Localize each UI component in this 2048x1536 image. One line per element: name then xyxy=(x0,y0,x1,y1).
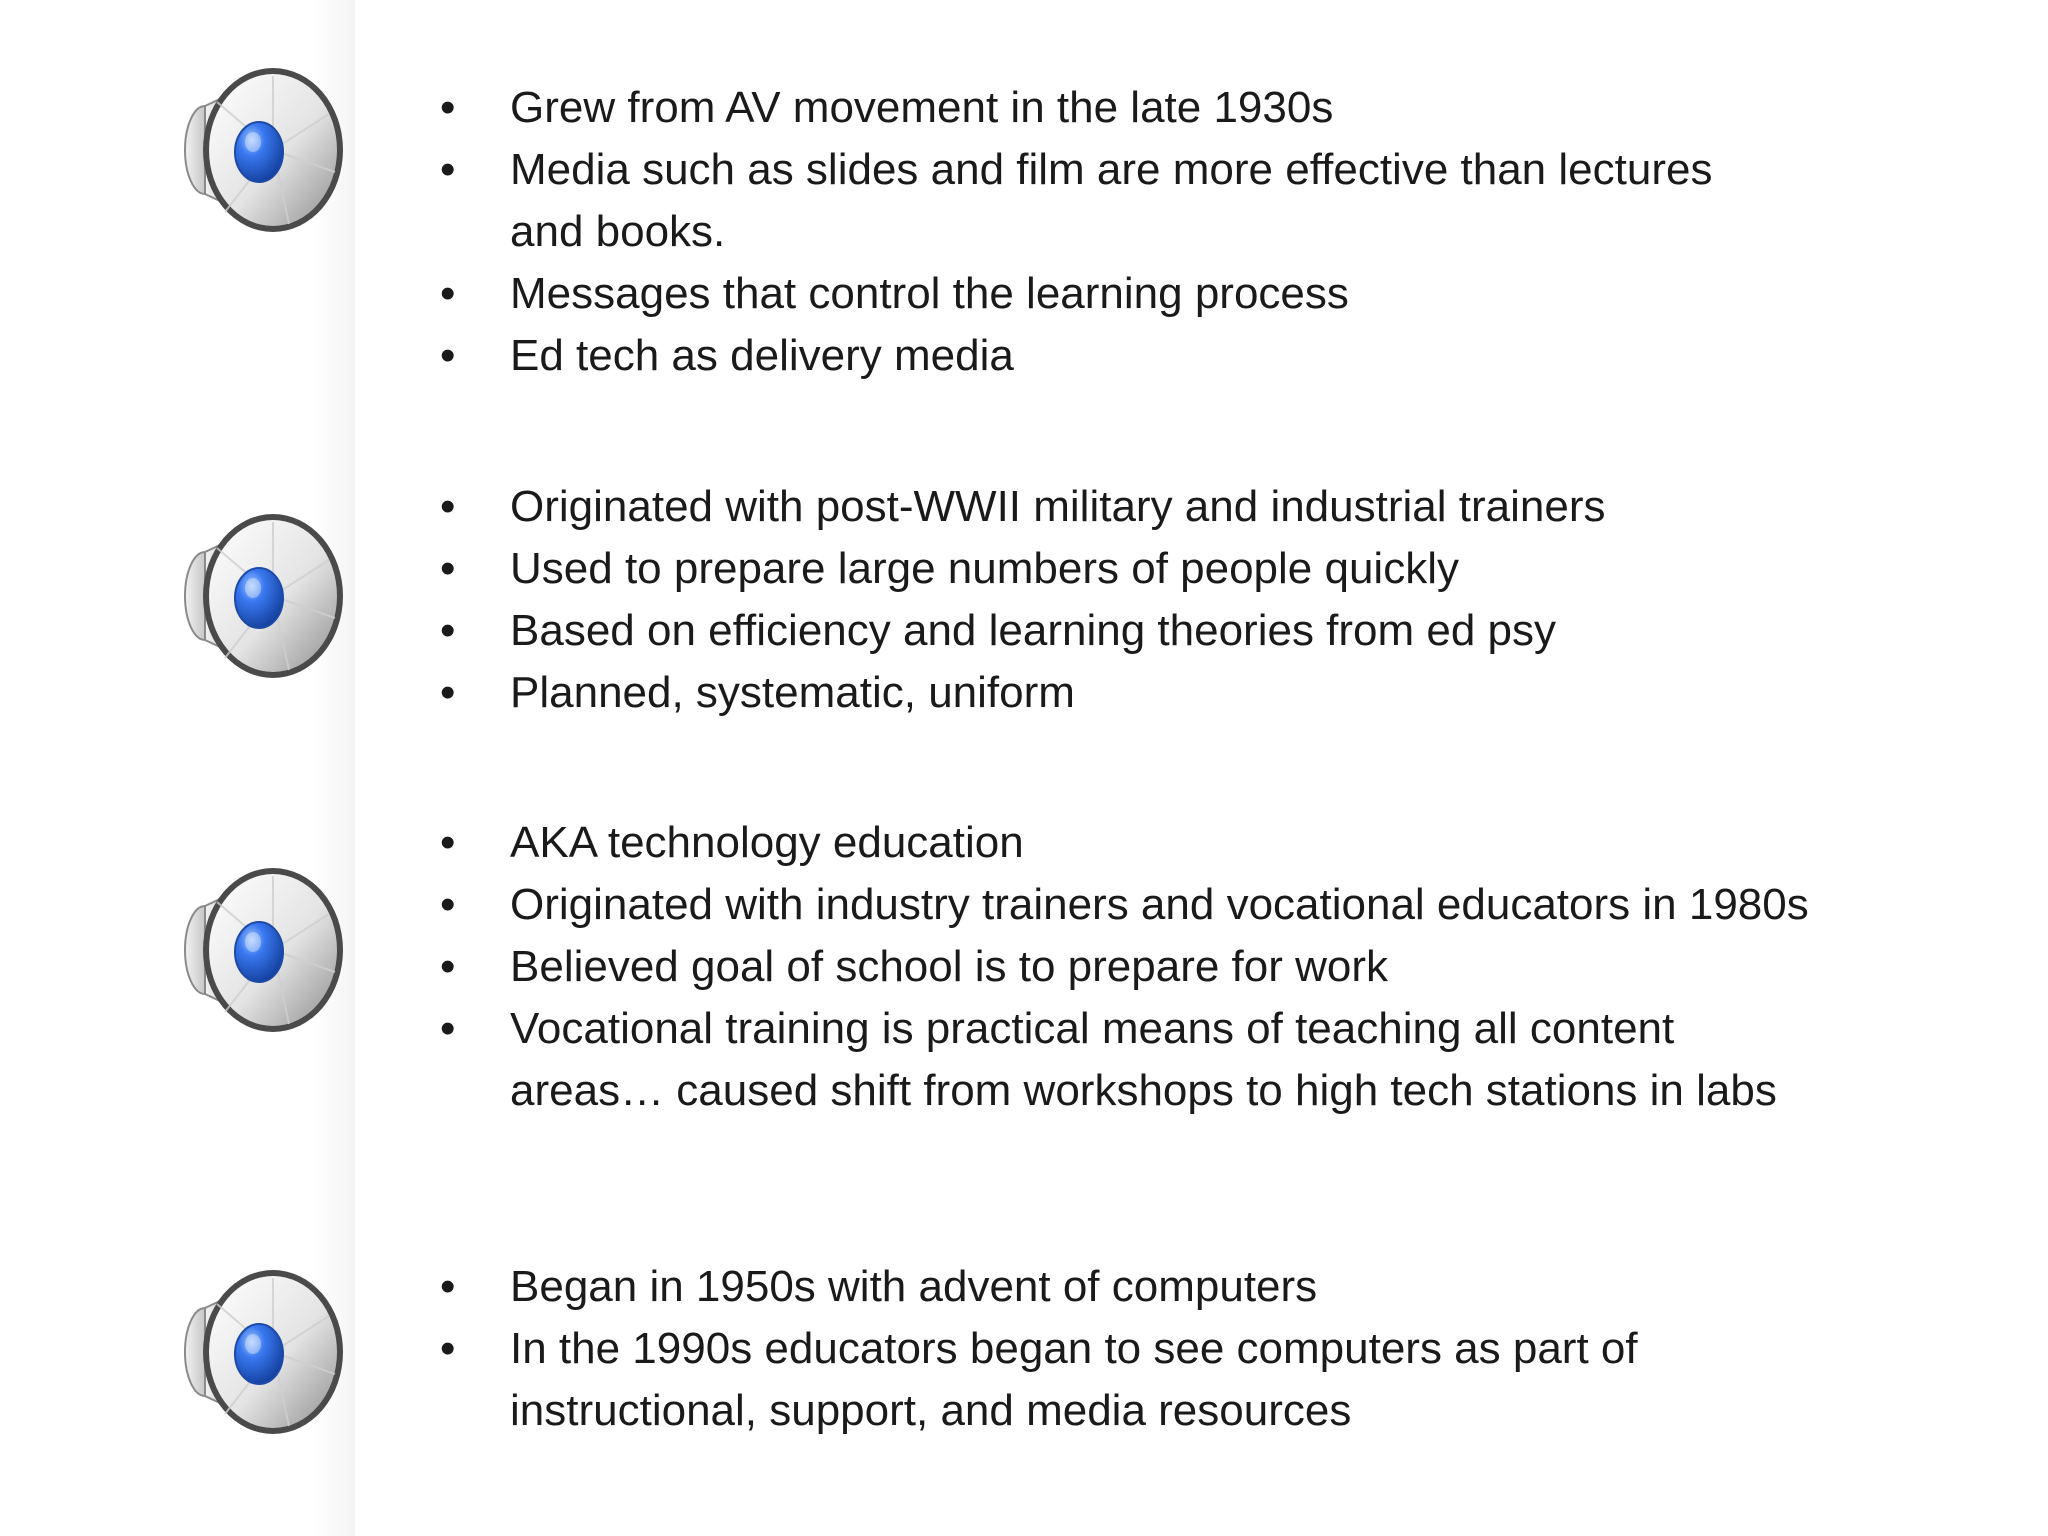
bullet-list xyxy=(430,77,2010,387)
bullet-list xyxy=(430,1256,2010,1442)
bullet-item: • AKA technology education xyxy=(430,812,2010,874)
bullet-text: and books. xyxy=(510,207,726,256)
bullet-continuation xyxy=(430,1060,2010,1122)
bullet-text: instructional, support, and media resources xyxy=(510,1386,1352,1435)
bullet-continuation xyxy=(430,1380,2010,1442)
bullet-item: • Media such as slides and film are more effective than lectures xyxy=(430,139,2010,201)
bullet-item: • Vocational training is practical means of teaching all content xyxy=(430,998,2010,1060)
bullet-continuation xyxy=(430,201,2010,263)
bullet-list xyxy=(430,812,2010,1122)
bullet-item: • Grew from AV movement in the late 1930s xyxy=(430,77,2010,139)
bullet-item: • In the 1990s educators began to see computers as part of xyxy=(430,1318,2010,1380)
bullet-list xyxy=(430,476,2010,724)
bullet-item: • Based on efficiency and learning theories from ed psy xyxy=(430,600,2010,662)
bullet-text: areas… caused shift from workshops to high tech stations in labs xyxy=(510,1066,1777,1115)
bullet-item: • Planned, systematic, uniform xyxy=(430,662,2010,724)
speaker-icon[interactable] xyxy=(168,508,350,684)
bullet-item: • Began in 1950s with advent of computers xyxy=(430,1256,2010,1318)
bullet-item: • Used to prepare large numbers of people quickly xyxy=(430,538,2010,600)
speaker-icon[interactable] xyxy=(168,1264,350,1440)
bullet-item: • Originated with industry trainers and vocational educators in 1980s xyxy=(430,874,2010,936)
bullet-item: • Messages that control the learning process xyxy=(430,263,2010,325)
bullet-item: • Originated with post-WWII military and industrial trainers xyxy=(430,476,2010,538)
speaker-icon[interactable] xyxy=(168,62,350,238)
bullet-item: • Believed goal of school is to prepare for work xyxy=(430,936,2010,998)
bullet-item: • Ed tech as delivery media xyxy=(430,325,2010,387)
speaker-icon[interactable] xyxy=(168,862,350,1038)
